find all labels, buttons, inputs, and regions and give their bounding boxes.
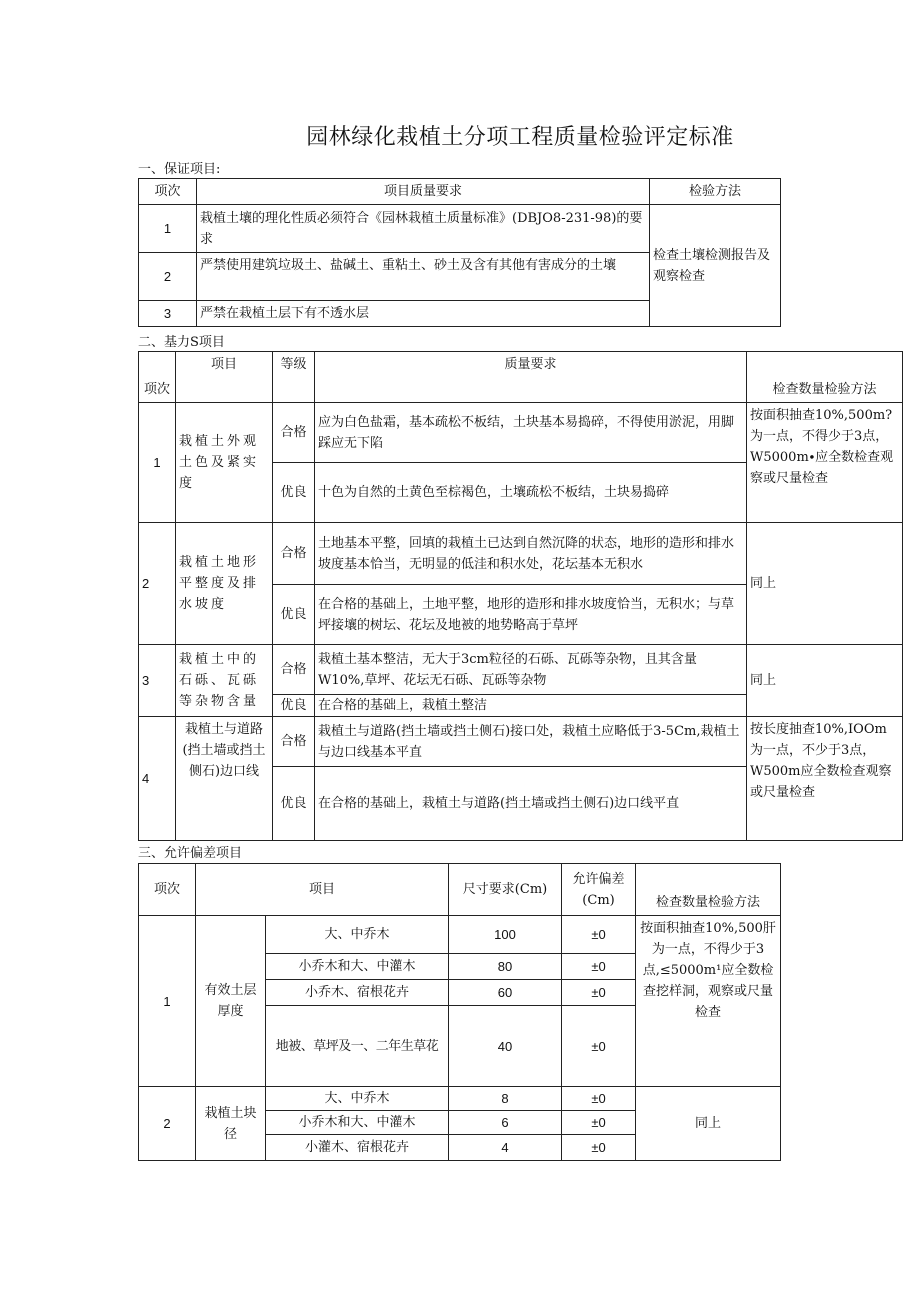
row-no: 1 (139, 205, 197, 253)
tolerance-value: ±0 (562, 1006, 636, 1087)
group-method: 按面积抽查10%,500m?为一点，不得少于3点，W5000m∙应全数检查观察或尺量检查 (747, 403, 903, 523)
requirement-pass: 应为白色盐霜，基本疏松不板结，土块基本易捣碎，不得使用淤泥，用脚踩应无下陷 (315, 403, 747, 463)
table-row (139, 403, 903, 463)
sub-item: 小乔木和大、中灌木 (266, 954, 449, 980)
tolerance-value: ±0 (562, 916, 636, 954)
header-method: 检查数量检验方法 (636, 864, 781, 916)
row-no: 3 (139, 301, 197, 327)
grade-pass: 合格 (273, 645, 315, 695)
group-no: 2 (139, 1087, 196, 1161)
header-grade: 等级 (273, 352, 315, 403)
header-item: 项目 (176, 352, 273, 403)
grade-pass: 合格 (273, 523, 315, 585)
sub-item: 小乔木和大、中灌木 (266, 1111, 449, 1135)
header-no: 项次 (139, 179, 197, 205)
group-no: 3 (139, 645, 176, 717)
table-row (139, 523, 903, 585)
sub-item: 大、中乔木 (266, 916, 449, 954)
page-title: 园林绿化栽植土分项工程质量检验评定标准 (306, 125, 734, 150)
tolerance-value: ±0 (562, 1111, 636, 1135)
group-method: 同上 (747, 523, 903, 645)
size-value: 6 (449, 1111, 562, 1135)
size-value: 4 (449, 1135, 562, 1161)
header-size: 尺寸要求(Cm) (449, 864, 562, 916)
group-no: 2 (139, 523, 176, 645)
group-item: 栽植土中的石砾、瓦砾等杂物含量 (176, 645, 273, 717)
group-method: 同上 (747, 645, 903, 717)
grade-excellent: 优良 (273, 463, 315, 523)
sub-item: 地被、草坪及一、二年生草花 (266, 1006, 449, 1087)
header-no: 项次 (139, 864, 196, 916)
group-no: 1 (139, 916, 196, 1087)
group-method: 按面积抽查10%,500肝为一点，不得少于3点,≤5000m¹应全数检查挖样洞，观察或尺量检查 (636, 916, 781, 1087)
group-item: 栽植土地形平整度及排水坡度 (176, 523, 273, 645)
tolerance-items-table (138, 863, 781, 1161)
header-tolerance: 允许偏差(Cm) (562, 864, 636, 916)
grade-excellent: 优良 (273, 585, 315, 645)
size-value: 80 (449, 954, 562, 980)
basic-items-table (138, 351, 903, 841)
sub-item: 小灌木、宿根花卉 (266, 1135, 449, 1161)
table-row (139, 717, 903, 767)
group-method: 按长度抽查10%,IOOm为一点，不少于3点，W500m应全数检查观察或尺量检查 (747, 717, 903, 841)
table-row (139, 645, 903, 695)
row-requirement: 严禁在栽植土层下有不透水层 (197, 301, 650, 327)
size-value: 100 (449, 916, 562, 954)
table-row (139, 205, 781, 253)
guarantee-items-table (138, 178, 781, 327)
section2-label: 二、基力S项目 (138, 335, 225, 350)
requirement-pass: 栽植土基本整洁，无大于3cm粒径的石砾、瓦砾等杂物，且其含量W10%,草坪、花坛无石砾、瓦砾等杂物 (315, 645, 747, 695)
grade-excellent: 优良 (273, 695, 315, 717)
sub-item: 小乔木、宿根花卉 (266, 980, 449, 1006)
group-item: 栽植土与道路(挡土墙或挡土侧石)边口线 (176, 717, 273, 841)
requirement-excellent: 在合格的基础上，栽植土与道路(挡土墙或挡土侧石)边口线平直 (315, 767, 747, 841)
grade-pass: 合格 (273, 717, 315, 767)
section3-label: 三、允许偏差项目 (138, 846, 243, 861)
group-method: 同上 (636, 1087, 781, 1161)
group-no: 1 (139, 403, 176, 523)
requirement-excellent: 十色为自然的土黄色至棕褐色，土壤疏松不板结，土块易捣碎 (315, 463, 747, 523)
size-value: 60 (449, 980, 562, 1006)
header-quality: 质量要求 (315, 352, 747, 403)
grade-pass: 合格 (273, 403, 315, 463)
sub-item: 大、中乔木 (266, 1087, 449, 1111)
requirement-excellent: 在合格的基础上，栽植土整洁 (315, 695, 747, 717)
requirement-pass: 栽植土与道路(挡土墙或挡土侧石)接口处，栽植土应略低于3-5Cm,栽植土与边口线基本平直 (315, 717, 747, 767)
grade-excellent: 优良 (273, 767, 315, 841)
table-row (139, 1087, 781, 1111)
group-item: 栽植土块径 (196, 1087, 266, 1161)
section1-label: 一、保证项目: (138, 162, 221, 177)
group-item: 有效土层厚度 (196, 916, 266, 1087)
header-method: 检查数量检验方法 (747, 352, 903, 403)
row-requirement: 严禁使用建筑垃圾土、盐碱土、重粘土、砂土及含有其他有害成分的土壤 (197, 253, 650, 301)
table-row (139, 916, 781, 954)
requirement-excellent: 在合格的基础上，土地平整，地形的造形和排水坡度恰当，无积水；与草坪接壤的树坛、花坛及地被的地势略高于草坪 (315, 585, 747, 645)
group-no: 4 (139, 717, 176, 841)
tolerance-value: ±0 (562, 954, 636, 980)
group-item: 栽植土外观土色及紧实度 (176, 403, 273, 523)
row-no: 2 (139, 253, 197, 301)
row-requirement: 栽植土壤的理化性质必须符合《园林栽植土质量标准》(DBJO8-231-98)的要求 (197, 205, 650, 253)
size-value: 8 (449, 1087, 562, 1111)
size-value: 40 (449, 1006, 562, 1087)
tolerance-value: ±0 (562, 1087, 636, 1111)
tolerance-value: ±0 (562, 980, 636, 1006)
header-item: 项目 (196, 864, 449, 916)
header-requirement: 项目质量要求 (197, 179, 650, 205)
header-method: 检验方法 (650, 179, 781, 205)
requirement-pass: 土地基本平整，回填的栽植土已达到自然沉降的状态，地形的造形和排水坡度基本恰当，无明显的低洼和积水处，花坛基本无积水 (315, 523, 747, 585)
row-method: 检查土壤检测报告及观察检查 (650, 205, 781, 327)
tolerance-value: ±0 (562, 1135, 636, 1161)
header-no: 项次 (139, 352, 176, 403)
